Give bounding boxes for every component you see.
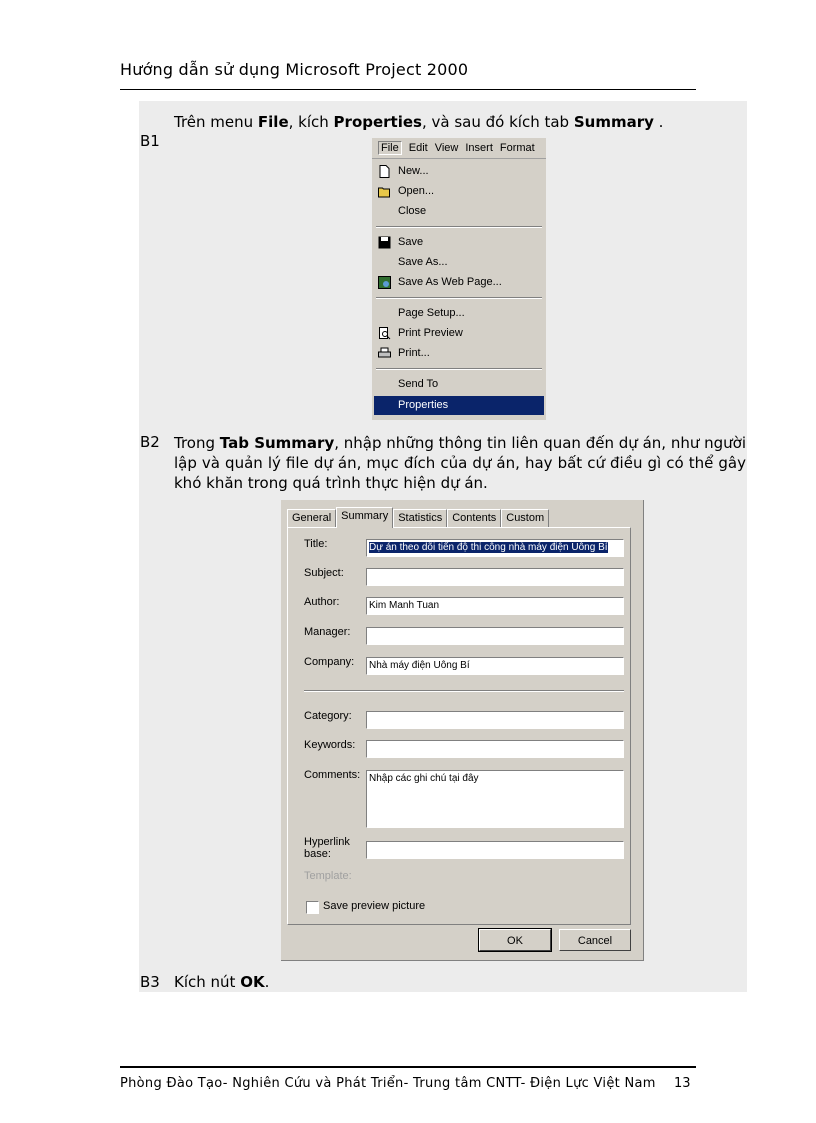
- menu-format[interactable]: Format: [499, 142, 535, 154]
- step-b3-label: B3: [140, 973, 160, 991]
- menu-item-new[interactable]: New...: [374, 162, 544, 181]
- category-field[interactable]: [366, 711, 624, 729]
- ok-button[interactable]: OK: [479, 929, 551, 951]
- subject-field[interactable]: [366, 568, 624, 586]
- menu-edit[interactable]: Edit: [408, 142, 428, 154]
- step-b1-label: B1: [140, 132, 160, 150]
- print-preview-icon: [378, 327, 391, 340]
- tab-statistics[interactable]: Statistics: [393, 509, 447, 527]
- template-label: Template:: [304, 870, 352, 882]
- tab-custom[interactable]: Custom: [501, 509, 549, 527]
- summary-panel: [287, 527, 631, 925]
- author-field[interactable]: Kim Manh Tuan: [366, 597, 624, 615]
- menu-separator: [376, 368, 542, 370]
- menu-item-close[interactable]: Close: [398, 205, 427, 217]
- menu-item-send-to[interactable]: Send To: [398, 378, 439, 390]
- step-b3-text: Kích nút OK.: [174, 973, 270, 991]
- menu-item-page-setup[interactable]: Page Setup...: [398, 307, 465, 319]
- manager-field[interactable]: [366, 627, 624, 645]
- save-disk-icon: [378, 236, 391, 249]
- save-preview-label: Save preview picture: [323, 900, 426, 912]
- company-field[interactable]: Nhà máy điện Uông Bí: [366, 657, 624, 675]
- comments-label: Comments:: [304, 769, 361, 781]
- menu-item-properties[interactable]: Properties: [374, 396, 544, 415]
- menu-item-save-as-web[interactable]: Save As Web Page...: [374, 273, 544, 292]
- hyperlink-field[interactable]: [366, 841, 624, 859]
- subject-label: Subject:: [304, 567, 344, 579]
- tab-contents[interactable]: Contents: [447, 509, 501, 527]
- new-document-icon: [378, 165, 391, 178]
- page-footer: Phòng Đào Tạo- Nghiên Cứu và Phát Triển- Trung tâm CNTT- Điện Lực Việt Nam: [120, 1076, 656, 1091]
- menu-separator: [376, 226, 542, 228]
- title-field[interactable]: Dự án theo dõi tiến độ thi công nhà máy điện Uông Bí: [366, 539, 624, 557]
- menu-item-open[interactable]: Open...: [374, 182, 544, 201]
- tab-summary[interactable]: Summary: [336, 507, 393, 528]
- menu-bar: [372, 138, 546, 159]
- menu-insert[interactable]: Insert: [465, 142, 493, 154]
- keywords-field[interactable]: [366, 740, 624, 758]
- menu-item-save[interactable]: Save: [374, 233, 544, 252]
- menu-separator: [376, 297, 542, 299]
- step-b2-text: Trong Tab Summary, nhập những thông tin liên quan đến dự án, như người lập và quản lý file dự án, mục đích của dự án, hay bất cứ điều gì có thể gây khó khăn trong quá trình thực hiện dự án.: [174, 434, 746, 492]
- web-page-icon: [378, 276, 391, 289]
- page-header: Hướng dẫn sử dụng Microsoft Project 2000: [120, 60, 469, 79]
- menu-item-print-preview[interactable]: Print Preview: [374, 324, 544, 343]
- category-label: Category:: [304, 710, 352, 722]
- hyperlink-label: Hyperlink base:: [304, 836, 350, 860]
- save-preview-checkbox[interactable]: [306, 901, 319, 914]
- menu-file[interactable]: File: [378, 141, 402, 155]
- open-folder-icon: [378, 185, 391, 198]
- title-label: Title:: [304, 538, 328, 550]
- printer-icon: [378, 347, 391, 360]
- menu-item-print[interactable]: Print...: [374, 344, 544, 363]
- header-rule: [120, 89, 696, 90]
- file-menu: [372, 138, 546, 420]
- comments-field[interactable]: Nhập các ghi chú tại đây: [366, 770, 624, 828]
- footer-rule: [120, 1066, 696, 1068]
- dialog-separator: [304, 690, 624, 692]
- menu-item-save-as[interactable]: Save As...: [398, 256, 448, 268]
- step-b1-text: Trên menu File, kích Properties, và sau đó kích tab Summary .: [174, 113, 664, 131]
- keywords-label: Keywords:: [304, 739, 356, 751]
- dialog-tabs: [287, 507, 549, 528]
- menu-view[interactable]: View: [434, 142, 459, 154]
- company-label: Company:: [304, 656, 355, 668]
- tab-general[interactable]: General: [287, 509, 336, 527]
- step-b2-label: B2: [140, 433, 160, 451]
- properties-dialog: [281, 500, 644, 961]
- cancel-button[interactable]: Cancel: [559, 929, 631, 951]
- author-label: Author:: [304, 596, 340, 608]
- manager-label: Manager:: [304, 626, 351, 638]
- page-number: 13: [674, 1076, 691, 1091]
